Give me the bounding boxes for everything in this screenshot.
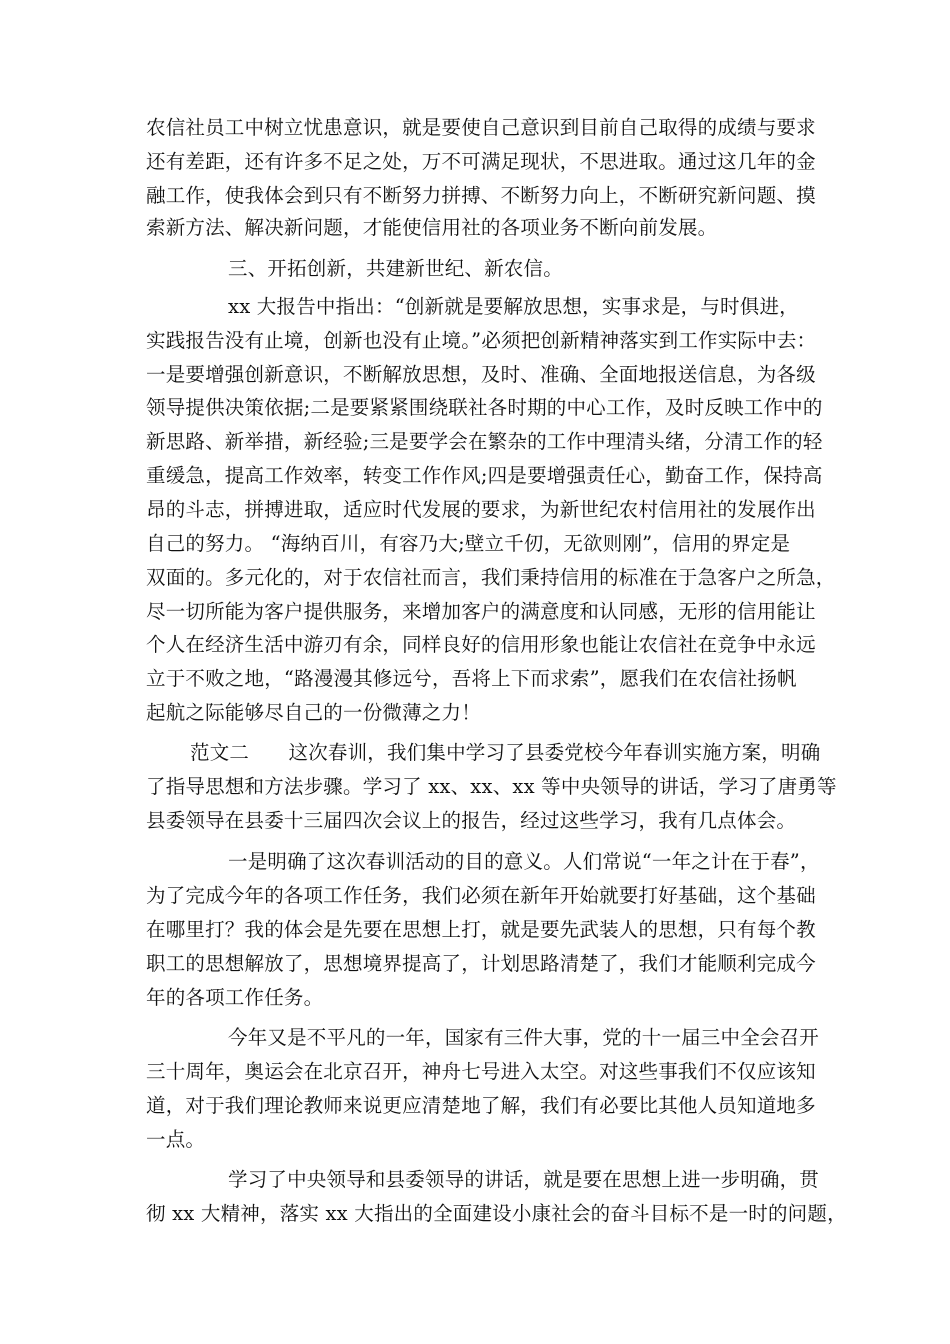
paragraph-3-line-6: 重缓急，提高工作效率，转变工作作风;四是要增强责任心，勤奋工作，保持高 — [146, 464, 823, 487]
paragraph-6-line-3: 道，对于我们理论教师来说更应清楚地了解，我们有必要比其他人员知道地多 — [146, 1094, 816, 1117]
paragraph-3-line-5: 新思路、新举措，新经验;三是要学会在繁杂的工作中理清头绪，分清工作的轻 — [146, 430, 823, 453]
paragraph-3-line-7: 昂的斗志，拼搏进取，适应时代发展的要求，为新世纪农村信用社的发展作出 — [146, 498, 816, 521]
paragraph-1-line-3: 融工作，使我体会到只有不断努力拼搏、不断努力向上，不断研究新问题、摸 — [146, 184, 816, 207]
paragraph-1-line-4: 索新方法、解决新问题，才能使信用社的各项业务不断向前发展。 — [146, 216, 718, 239]
paragraph-4-line-1: 范文二 这次春训，我们集中学习了县委党校今年春训实施方案，明确 — [190, 741, 821, 764]
paragraph-3-line-2: 实践报告没有止境，创新也没有止境。”必须把创新精神落实到工作实际中去： — [146, 329, 817, 352]
paragraph-3-line-3: 一是要增强创新意识，不断解放思想，及时、准确、全面地报送信息，为各级 — [146, 363, 816, 386]
paragraph-3-line-13: 起航之际能够尽自己的一份微薄之力！ — [146, 701, 481, 724]
paragraph-3-line-8: 自己的努力。 “海纳百川，有容乃大;壁立千仞，无欲则刚”，信用的界定是 — [146, 532, 791, 555]
paragraph-5-line-2: 为了完成今年的各项工作任务，我们必须在新年开始就要打好基础，这个基础 — [146, 884, 816, 907]
paragraph-5-line-3: 在哪里打？我的体会是先要在思想上打，就是要先武装人的思想，只有每个教 — [146, 918, 816, 941]
paragraph-3-line-9: 双面的。多元化的，对于农信社而言，我们秉持信用的标准在于急客户之所急， — [146, 566, 836, 589]
paragraph-7-line-1: 学习了中央领导和县委领导的讲话，就是要在思想上进一步明确，贯 — [228, 1168, 820, 1191]
section-heading: 三、开拓创新，共建新世纪、新农信。 — [228, 257, 563, 280]
paragraph-3-line-10: 尽一切所能为客户提供服务，来增加客户的满意度和认同感，无形的信用能让 — [146, 600, 816, 623]
paragraph-1-line-1: 农信社员工中树立忧患意识，就是要使自己意识到目前自己取得的成绩与要求 — [146, 116, 816, 139]
paragraph-6-line-2: 三十周年，奥运会在北京召开，神舟七号进入太空。对这些事我们不仅应该知 — [146, 1060, 816, 1083]
paragraph-6-line-4: 一点。 — [146, 1128, 206, 1151]
paragraph-3-line-1: xx 大报告中指出：“创新就是要解放思想，实事求是，与时俱进， — [228, 295, 799, 318]
paragraph-5-line-4: 职工的思想解放了，思想境界提高了，计划思路清楚了，我们才能顺利完成今 — [146, 952, 816, 975]
paragraph-6-line-1: 今年又是不平凡的一年，国家有三件大事，党的十一届三中全会召开 — [228, 1026, 820, 1049]
paragraph-5-line-1: 一是明确了这次春训活动的目的意义。人们常说“一年之计在于春”， — [228, 850, 820, 873]
paragraph-4-line-2: 了指导思想和方法步骤。学习了 xx、xx、xx 等中央领导的讲话，学习了唐勇等 — [146, 775, 837, 798]
paragraph-4-line-3: 县委领导在县委十三届四次会议上的报告，经过这些学习，我有几点体会。 — [146, 809, 797, 832]
paragraph-5-line-5: 年的各项工作任务。 — [146, 986, 324, 1009]
paragraph-3-line-12: 立于不败之地，“路漫漫其修远兮，吾将上下而求索”，愿我们在农信社扬帆 — [146, 667, 797, 690]
paragraph-3-line-11: 个人在经济生活中游刃有余，同样良好的信用形象也能让农信社在竞争中永远 — [146, 633, 816, 656]
paragraph-3-line-4: 领导提供决策依据;二是要紧紧围绕联社各时期的中心工作，及时反映工作中的 — [146, 396, 823, 419]
paragraph-7-line-2: 彻 xx 大精神，落实 xx 大指出的全面建设小康社会的奋斗目标不是一时的问题， — [146, 1202, 847, 1225]
paragraph-1-line-2: 还有差距，还有许多不足之处，万不可满足现状，不思进取。通过这几年的金 — [146, 150, 816, 173]
